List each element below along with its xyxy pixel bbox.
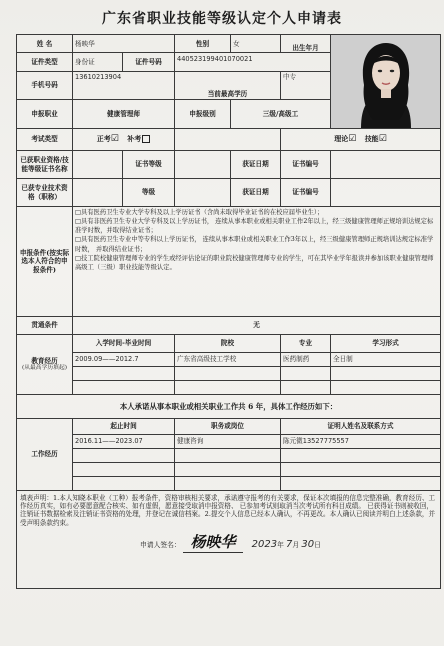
birth-label: 出生年月 [292, 43, 319, 52]
edu-major-value[interactable]: 医药制药 [281, 353, 331, 367]
condition-option-2[interactable]: □具有非医药卫生专业大学专科及以上学历证书， 连续从事本职业或相关职业工作2年以上，经三级健康管理师正规培训达规定标准学时数，并取得结业证书； [75, 218, 434, 235]
gender-label: 性别 [175, 35, 231, 53]
name-label: 姓 名 [17, 35, 73, 53]
signature-row: 申请人签名： 杨映华 2023年 7月 30日 [140, 532, 321, 551]
education-value[interactable]: 中专 [281, 71, 331, 100]
work-row [17, 435, 441, 449]
edu-school-header: 院校 [175, 335, 281, 353]
edu-system-empty[interactable] [331, 367, 441, 381]
held-title-value[interactable] [73, 179, 123, 207]
work-ref-empty-3[interactable] [281, 477, 441, 491]
id-number-value[interactable]: 440523199401070021 [175, 53, 331, 71]
phone-value[interactable]: 13610213904 [73, 71, 175, 100]
edu-school-value[interactable]: 广东省高级技工学校 [175, 353, 281, 367]
name-value[interactable]: 杨映华 [73, 35, 175, 53]
work-position-empty-2[interactable] [175, 463, 281, 477]
work-period-empty-3[interactable] [73, 477, 175, 491]
edu-history-cell [17, 335, 73, 395]
edu-major-header: 专业 [281, 335, 331, 353]
birth-cell [281, 35, 331, 53]
id-number-label: 证件号码 [123, 53, 175, 71]
held-cert-value[interactable] [73, 151, 123, 179]
condition-option-1[interactable]: □具有医药卫生专业大学专科及以上学历证书（含尚未取得毕业证书的在校应届毕业生）； [75, 209, 324, 216]
phone-label: 手机号码 [17, 71, 73, 100]
application-table [16, 34, 441, 589]
condition-option-3[interactable]: □具有医药卫生专业中等专科以上学历证书， 连续从事本职业或相关职业工作3年以上，经三级健康管理师正规培训达规定标准学时数， 并取得结业证书； [75, 236, 434, 253]
edu-period-empty[interactable] [73, 367, 175, 381]
sign-year-value[interactable]: 2023 [251, 538, 278, 550]
id-type-label: 证件类型 [17, 53, 73, 71]
work-intro: 本人承诺从事本职业或相关职业工作共 6 年，具体工作经历如下： [17, 395, 441, 419]
edu-history-note: (从最高学历填起) [21, 365, 68, 371]
exam-normal-option[interactable]: 正考☑ 补考 [73, 129, 175, 151]
work-position-header: 职务或岗位 [175, 419, 281, 435]
title-cert-no-label: 证书编号 [281, 179, 331, 207]
edu-history-label: 教育经历 [31, 356, 58, 365]
edu-major-empty[interactable] [281, 367, 331, 381]
held-cert-label: 已获职业资格/技能等级证书名称 [17, 151, 73, 179]
work-history-label: 工作经历 [17, 419, 73, 491]
work-period-header: 起止时间 [73, 419, 175, 435]
grade-value[interactable] [175, 179, 231, 207]
edu-period-empty-2[interactable] [73, 381, 175, 395]
signature-field[interactable] [183, 533, 243, 553]
issue-time-label: 获证日期 [231, 151, 281, 179]
cert-no-value[interactable] [331, 151, 441, 179]
sign-day-value[interactable]: 30 [301, 538, 315, 550]
declaration-text: 填表声明：1.本人知晓本职业（工种）报考条件，资格审核相关要求，承诺遵守报考的有关要求，保证本次填报的信息完整准确，教育经历、工作经历真实，如有必要愿意配合核实、如有虚假，愿意接受取消申报资格、 已参加考试则取消当次考试所有科目成绩。 已获得证书则被收回，注销证书数据检索及注销证书资格的处理，并登记在诚信档案。2.提交个人信息已经本人确认，不再更改。本人确认已阅读并明白上述条款，并受声明条款约束。 [20, 494, 436, 527]
exam-empty [175, 129, 281, 151]
skill-check-icon: ☑ [378, 134, 387, 144]
grade-label: 等级 [123, 179, 175, 207]
work-period-empty-1[interactable] [73, 449, 175, 463]
edu-row-empty-2 [17, 381, 441, 395]
conditions-list [73, 207, 441, 317]
level-label: 申报级别 [175, 100, 231, 129]
cert-no-label: 证书编号 [281, 151, 331, 179]
gender-value[interactable]: 女 [231, 35, 281, 53]
edu-system-header: 学习形式 [331, 335, 441, 353]
signature-label: 申请人签名： [140, 540, 181, 549]
work-period-value[interactable]: 2016.11——2023.07 [73, 435, 175, 449]
edu-system-empty-2[interactable] [331, 381, 441, 395]
prereq-value[interactable]: 无 [73, 317, 441, 335]
work-ref-value[interactable]: 陈元微13527775557 [281, 435, 441, 449]
exam-normal-check-icon: ☑ [110, 134, 119, 144]
photo-cell [331, 35, 441, 129]
title-issue-time-label: 获证日期 [231, 179, 281, 207]
work-ref-empty-1[interactable] [281, 449, 441, 463]
declaration-cell [17, 491, 441, 589]
conditions-label: 申报条件(按实际选本人符合的申报条件) [17, 207, 73, 317]
exam-makeup-option[interactable]: 补考 [127, 134, 142, 143]
edu-period-value[interactable]: 2009.09——2012.7 [73, 353, 175, 367]
portrait-image [331, 35, 441, 128]
prereq-label: 贯通条件 [17, 317, 73, 335]
edu-period-header: 入学时间-毕业时间 [73, 335, 175, 353]
edu-school-empty[interactable] [175, 367, 281, 381]
occupation-value[interactable]: 健康管理师 [73, 100, 175, 129]
exam-type-label: 考试类型 [17, 129, 73, 151]
edu-school-empty-2[interactable] [175, 381, 281, 395]
signature-value: 杨映华 [190, 532, 236, 551]
sign-month-value[interactable]: 7 [286, 538, 293, 550]
work-period-empty-2[interactable] [73, 463, 175, 477]
level-value[interactable]: 三级/高级工 [231, 100, 331, 129]
exam-subject-options[interactable]: 理论☑ 技能☑ [281, 129, 441, 151]
title-cert-no-value[interactable] [331, 179, 441, 207]
birth-value [280, 53, 303, 54]
edu-system-value[interactable]: 全日制 [331, 353, 441, 367]
id-type-value[interactable]: 身份证 [73, 53, 123, 71]
edu-major-empty-2[interactable] [281, 381, 331, 395]
work-ref-header: 证明人姓名及联系方式 [281, 419, 441, 435]
applicant-photo [331, 35, 440, 128]
held-title-label: 已获专业技术资格（职称） [17, 179, 73, 207]
work-position-empty-1[interactable] [175, 449, 281, 463]
form-title: 广东省职业技能等级认定个人申请表 [102, 11, 342, 27]
condition-option-4[interactable]: □技工院校健康管理师专业的学生或经评估论证的职业院校健康管理师专业的学生，可在其毕业学年报读并参加该职业健康管理师高级工（三级）职业技能等级认定。 [75, 254, 434, 271]
education-label: 当前最高学历 [175, 71, 281, 100]
work-position-empty-3[interactable] [175, 477, 281, 491]
edu-row [17, 353, 441, 367]
work-ref-empty-2[interactable] [281, 463, 441, 477]
cert-level-label: 证书等级 [123, 151, 175, 179]
occupation-label: 申报职业 [17, 100, 73, 129]
work-position-value[interactable]: 健康咨询 [175, 435, 281, 449]
exam-makeup-box[interactable] [142, 135, 150, 143]
edu-row-empty [17, 367, 441, 381]
cert-level-value[interactable] [175, 151, 231, 179]
theory-check-icon: ☑ [348, 134, 357, 144]
